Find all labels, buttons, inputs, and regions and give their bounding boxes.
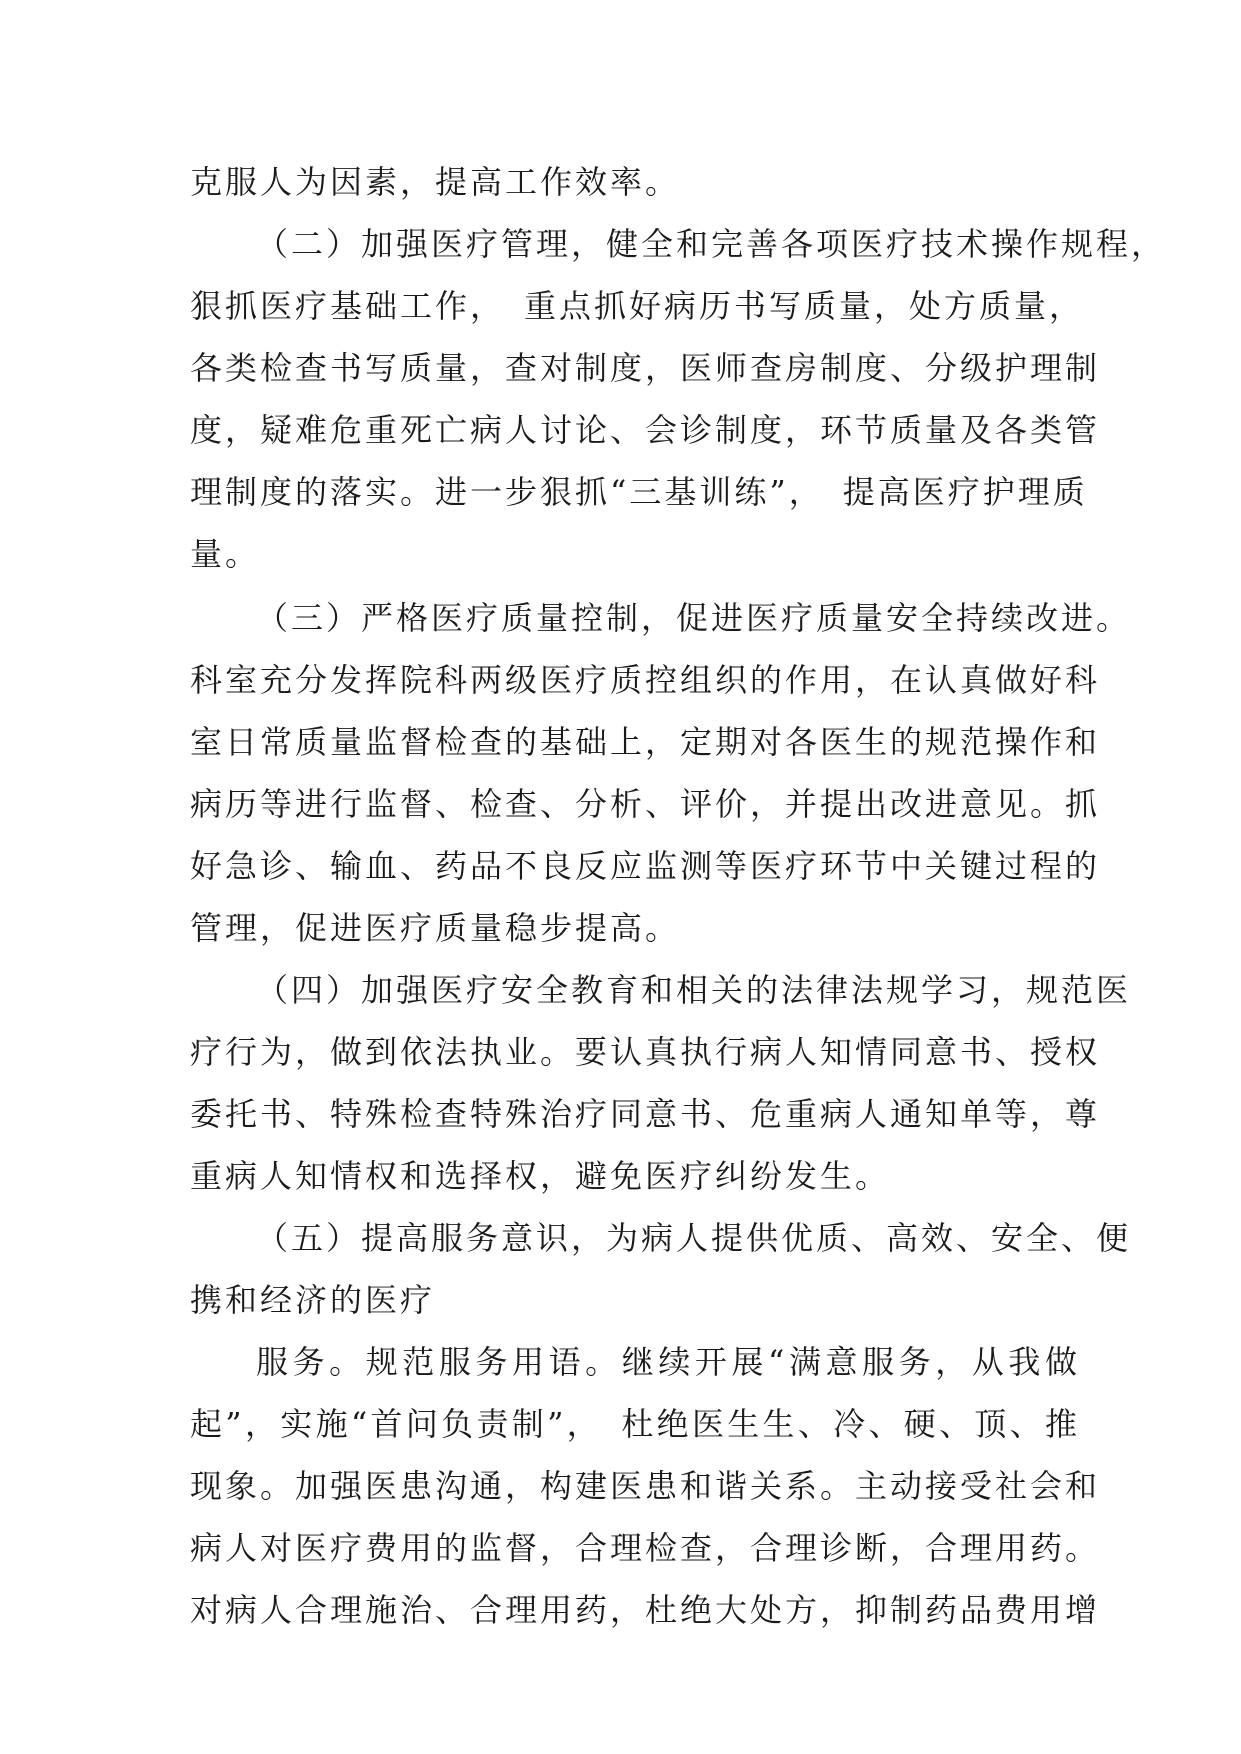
text-line: 重病人知情权和选择权，避免医疗纠纷发生。	[190, 1157, 891, 1195]
text-line: 好急诊、输血、药品不良反应监测等医疗环节中关键过程的	[190, 847, 1101, 885]
text-line: 各类检查书写质量，查对制度，医师查房制度、分级护理制	[190, 349, 1101, 387]
text-line: 度，疑难危重死亡病人讨论、会诊制度，环节质量及各类管	[190, 411, 1101, 449]
text-line: 对病人合理施治、合理用药，杜绝大处方，抑制药品费用增	[190, 1591, 1101, 1629]
text-line: 科室充分发挥院科两级医疗质控组织的作用，在认真做好科	[190, 661, 1101, 699]
text-line: 现象。加强医患沟通，构建医患和谐关系。主动接受社会和	[190, 1467, 1101, 1505]
text-line: （五）提高服务意识，为病人提供优质、高效、安全、便	[256, 1219, 1132, 1257]
text-line: 服务。规范服务用语。继续开展“满意服务，从我做	[256, 1343, 1080, 1381]
text-line: 疗行为，做到依法执业。要认真执行病人知情同意书、授权	[190, 1033, 1101, 1071]
text-line: 狠抓医疗基础工作， 重点抓好病历书写质量，处方质量，	[190, 287, 1085, 325]
text-line: 委托书、特殊检查特殊治疗同意书、危重病人通知单等，尊	[190, 1095, 1101, 1133]
text-line: 起”，实施“首问负责制”， 杜绝医生生、冷、硬、顶、推	[190, 1405, 1080, 1443]
text-line: 克服人为因素，提高工作效率。	[190, 163, 681, 201]
text-line: （三）严格医疗质量控制，促进医疗质量安全持续改进。	[256, 599, 1132, 637]
text-line: 量。	[190, 535, 261, 573]
text-line: 管理，促进医疗质量稳步提高。	[190, 909, 681, 947]
text-line: （二）加强医疗管理，健全和完善各项医疗技术操作规程，	[256, 225, 1167, 263]
text-line: （四）加强医疗安全教育和相关的法律法规学习，规范医	[256, 971, 1132, 1009]
text-line: 理制度的落实。进一步狠抓“三基训练”， 提高医疗护理质	[190, 473, 1088, 511]
text-line: 室日常质量监督检查的基础上，定期对各医生的规范操作和	[190, 723, 1101, 761]
text-line: 病人对医疗费用的监督，合理检查，合理诊断，合理用药。	[190, 1529, 1101, 1567]
text-line: 携和经济的医疗	[190, 1281, 436, 1319]
text-line: 病历等进行监督、检查、分析、评价，并提出改进意见。抓	[190, 785, 1101, 823]
